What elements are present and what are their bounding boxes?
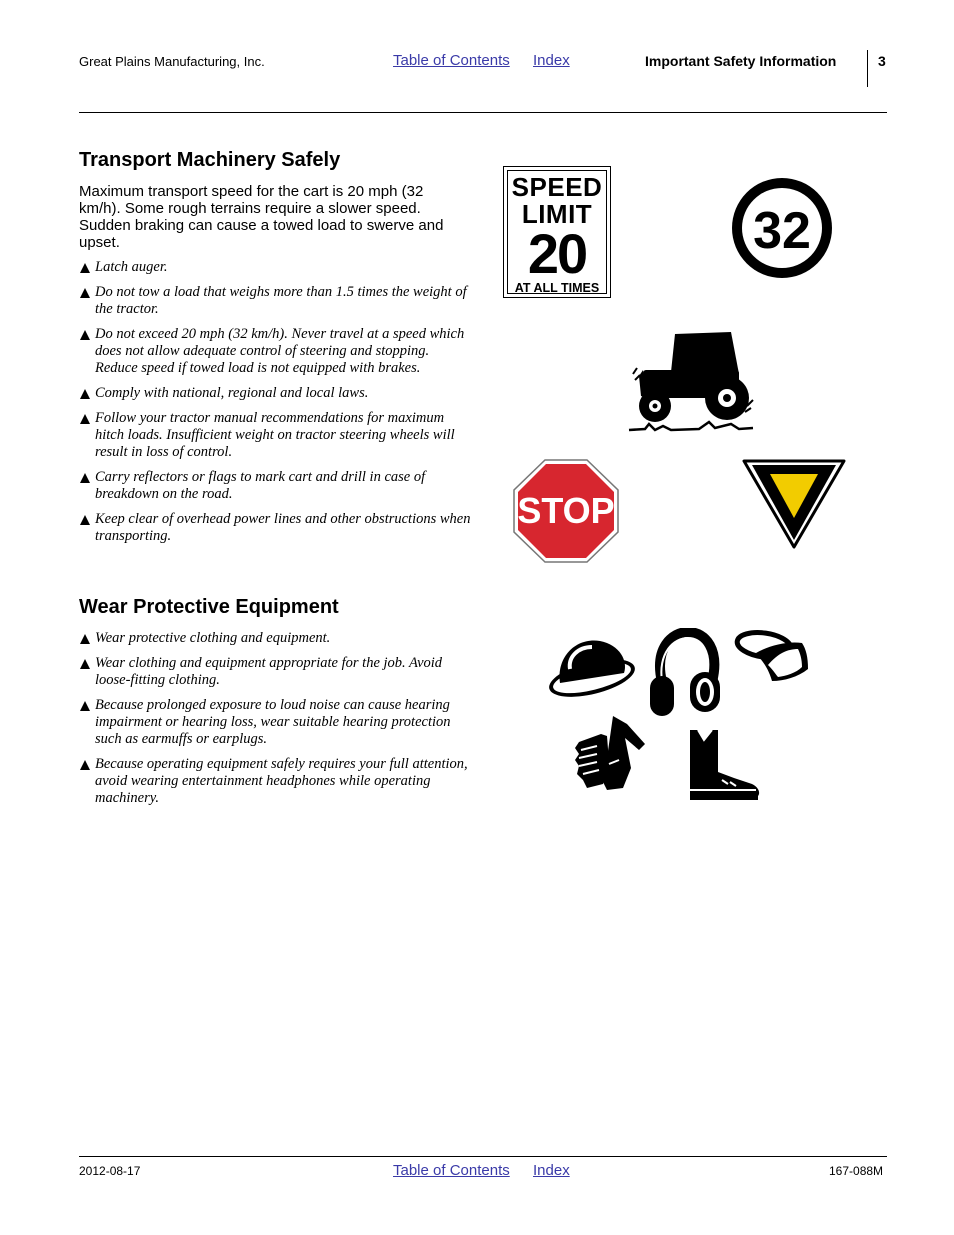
header-index-link[interactable]: Index [533, 52, 570, 69]
triangle-bullet-icon [80, 760, 90, 770]
heading-protective: Wear Protective Equipment [79, 596, 339, 618]
triangle-bullet-icon [80, 473, 90, 483]
list-item: Latch auger. [79, 259, 471, 276]
footer-index-link[interactable]: Index [533, 1162, 570, 1179]
triangle-bullet-icon [80, 288, 90, 298]
list-item: Wear clothing and equipment appropriate for the job. Avoid loose-fitting clothing. [79, 655, 471, 689]
speed-limit-inner-border [507, 170, 607, 294]
kmh-speed-sign [730, 170, 834, 286]
section-title: Important Safety Information [645, 53, 837, 69]
goggles-icon [734, 627, 812, 687]
list-item: Do not exceed 20 mph (32 km/h). Never travel at a speed which does not allow adequate control of steering and stopping. Reduce speed if towed load is not equipped with brakes. [79, 326, 471, 377]
header-toc-link[interactable]: Table of Contents [393, 52, 510, 69]
speed-limit-footer: AT ALL TIMES [514, 281, 600, 295]
protective-bullet-list [79, 630, 471, 815]
transport-bullet-list [79, 259, 471, 553]
list-item: Because prolonged exposure to loud noise can cause hearing impairment or hearing loss, wear suitable hearing protection such as earmuffs or earplugs. [79, 697, 471, 748]
tractor-icon [627, 330, 757, 436]
triangle-bullet-icon [80, 389, 90, 399]
footer-date: 2012-08-17 [79, 1164, 141, 1178]
triangle-bullet-icon [80, 659, 90, 669]
list-item: Do not tow a load that weighs more than 1.5 times the weight of the tractor. [79, 284, 471, 318]
hard-hat-icon [546, 633, 638, 699]
speed-limit-sign [503, 166, 611, 298]
list-item: Carry reflectors or flags to mark cart and drill in case of breakdown on the road. [79, 469, 471, 503]
triangle-bullet-icon [80, 330, 90, 340]
triangle-bullet-icon [80, 701, 90, 711]
company-name: Great Plains Manufacturing, Inc. [79, 54, 265, 69]
list-item: Comply with national, regional and local laws. [79, 385, 471, 402]
header-divider [867, 50, 868, 87]
page-number: 3 [878, 53, 886, 69]
heading-transport: Transport Machinery Safely [79, 149, 341, 171]
list-item: Because operating equipment safely requires your full attention, avoid wearing entertainment headphones while operating machinery. [79, 756, 471, 807]
earmuffs-icon [648, 628, 724, 718]
triangle-bullet-icon [80, 263, 90, 273]
list-item: Follow your tractor manual recommendations for maximum hitch loads. Insufficient weight on tractor steering wheels will result in loss of control. [79, 410, 471, 461]
yield-sign [740, 458, 848, 550]
list-item: Keep clear of overhead power lines and other obstructions when transporting. [79, 511, 471, 545]
speed-limit-line2: LIMIT [521, 199, 593, 229]
header-rule [79, 112, 887, 113]
triangle-bullet-icon [80, 634, 90, 644]
list-item: Wear protective clothing and equipment. [79, 630, 471, 647]
stop-sign [513, 459, 619, 563]
gloves-icon [573, 714, 649, 792]
triangle-bullet-icon [80, 414, 90, 424]
footer-doc-number: 167-088M [829, 1164, 884, 1178]
footer-rule [79, 1156, 887, 1157]
transport-intro: Maximum transport speed for the cart is 20 mph (32 km/h). Some rough terrains require a slower speed. Sudden braking can cause a towed load to swerve and upset. [79, 183, 444, 251]
stop-text: STOP [517, 490, 615, 531]
kmh-value: 32 [753, 202, 811, 260]
footer-toc-link[interactable]: Table of Contents [393, 1162, 510, 1179]
triangle-bullet-icon [80, 515, 90, 525]
speed-limit-line1: SPEED [511, 172, 603, 202]
speed-limit-value: 20 [527, 222, 587, 285]
boot-icon [686, 728, 762, 802]
